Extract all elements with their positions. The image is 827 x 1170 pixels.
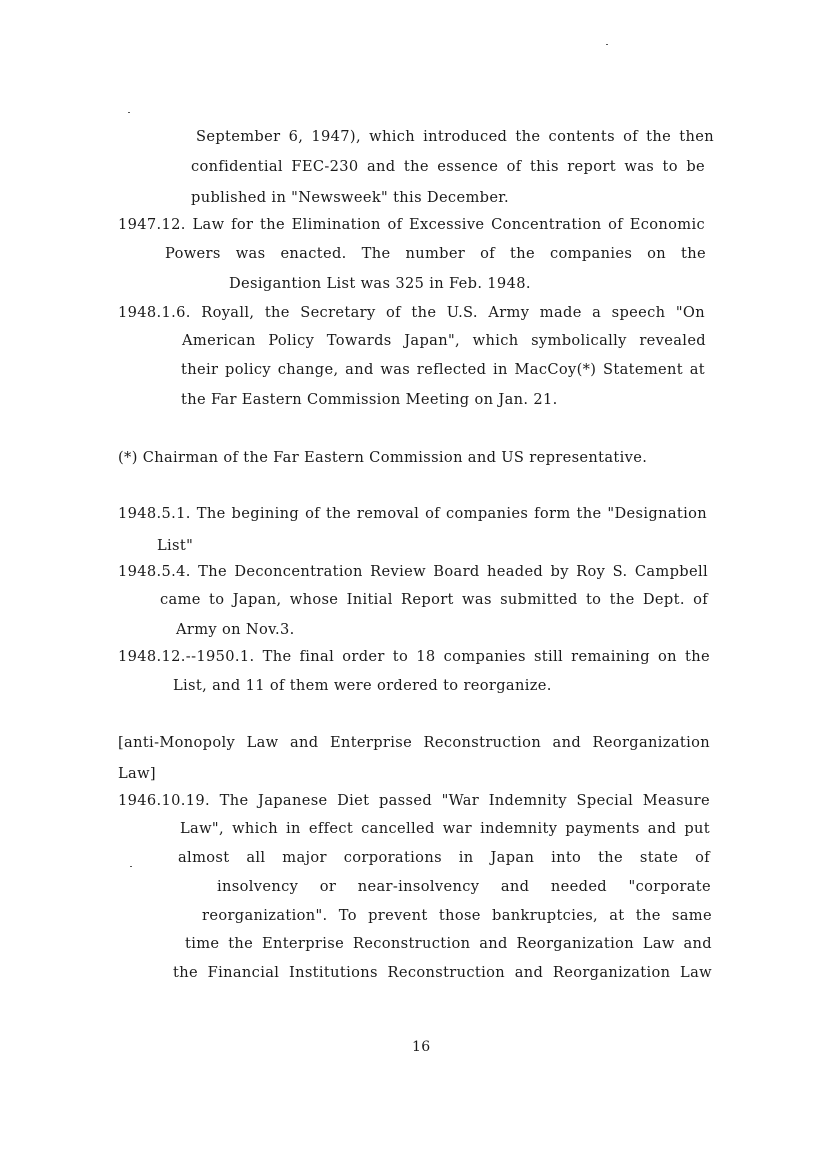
text-line: Powers was enacted. The number of the companies on the bbox=[165, 245, 706, 262]
text-line: their policy change, and was reflected in MacCoy(*) Statement at bbox=[181, 361, 705, 378]
text-line: 1948.5.4. The Deconcentration Review Board headed by Roy S. Campbell bbox=[118, 563, 708, 580]
text-line: List, and 11 of them were ordered to reorganize. bbox=[173, 677, 552, 694]
text-line: insolvency or near-insolvency and needed "corporate bbox=[217, 878, 711, 895]
text-line: the Far Eastern Commission Meeting on Jan. 21. bbox=[181, 391, 558, 408]
scan-speck bbox=[128, 112, 130, 113]
scan-speck bbox=[606, 44, 608, 45]
footnote-line: (*) Chairman of the Far Eastern Commission and US representative. bbox=[118, 449, 648, 466]
text-line: 1947.12. Law for the Elimination of Excessive Concentration of Economic bbox=[118, 216, 705, 233]
section-heading: Law] bbox=[118, 765, 156, 782]
text-line: 1948.1.6. Royall, the Secretary of the U.S. Army made a speech "On bbox=[118, 304, 705, 321]
text-line: September 6, 1947), which introduced the contents of the then bbox=[196, 128, 714, 145]
text-line: almost all major corporations in Japan into the state of bbox=[178, 849, 710, 866]
text-line: 1948.12.--1950.1. The final order to 18 companies still remaining on the bbox=[118, 648, 710, 665]
text-line: 1948.5.1. The begining of the removal of companies form the "Designation bbox=[118, 505, 707, 522]
text-line: time the Enterprise Reconstruction and Reorganization Law and bbox=[185, 935, 712, 952]
page-number: 16 bbox=[412, 1039, 431, 1055]
text-line: Desigantion List was 325 in Feb. 1948. bbox=[229, 275, 531, 292]
text-line: the Financial Institutions Reconstruction and Reorganization Law bbox=[173, 964, 712, 981]
text-line: List" bbox=[157, 537, 194, 554]
text-line: Army on Nov.3. bbox=[176, 621, 295, 638]
section-heading: [anti-Monopoly Law and Enterprise Reconstruction and Reorganization bbox=[118, 734, 710, 751]
text-line: came to Japan, whose Initial Report was submitted to the Dept. of bbox=[160, 591, 708, 608]
text-line: Law", which in effect cancelled war indemnity payments and put bbox=[180, 820, 710, 837]
text-line: reorganization". To prevent those bankruptcies, at the same bbox=[202, 907, 712, 924]
text-line: American Policy Towards Japan", which symbolically revealed bbox=[182, 332, 706, 349]
text-line: 1946.10.19. The Japanese Diet passed "War Indemnity Special Measure bbox=[118, 792, 710, 809]
text-line: confidential FEC-230 and the essence of this report was to be bbox=[191, 158, 705, 175]
text-line: published in "Newsweek" this December. bbox=[191, 189, 510, 206]
scan-speck bbox=[130, 866, 132, 867]
